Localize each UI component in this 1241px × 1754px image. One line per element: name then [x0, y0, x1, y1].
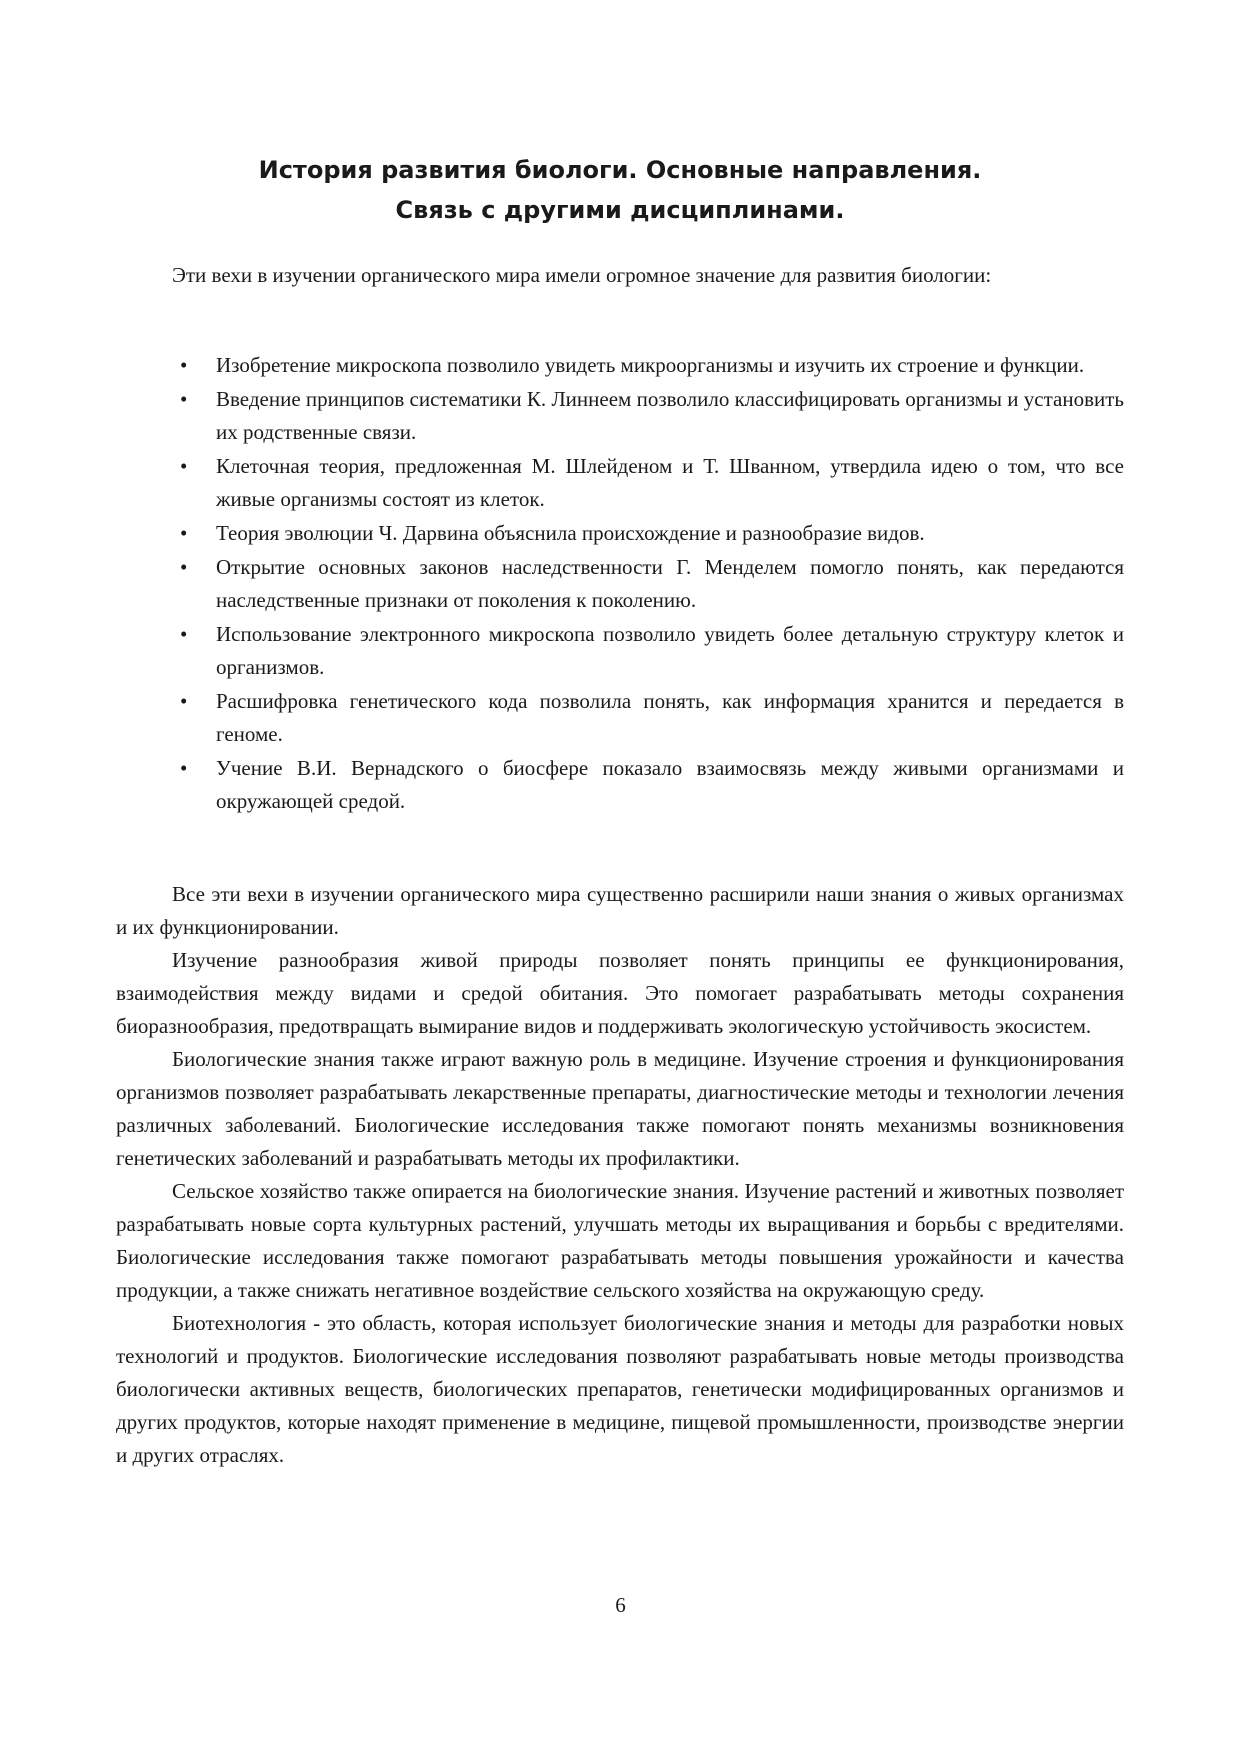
list-item — [116, 383, 1124, 449]
list-item-text: Теория эволюции Ч. Дарвина объяснила происхождение и разнообразие видов. — [216, 521, 925, 545]
bullet-icon: • — [180, 454, 188, 478]
title-line-1: История развития биологи. Основные направления. — [258, 156, 982, 184]
list-item-text: Клеточная теория, предложенная М. Шлейденом и Т. Шванном, утвердила идею о том, что все живые организмы состоят из клеток. — [216, 454, 1124, 511]
paragraph-biodiversity: Изучение разнообразия живой природы позволяет понять принципы ее функционирования, взаимодействия между видами и средой обитания. Это помогает разрабатывать методы сохранения биоразнообразия, предотвращать вымирание видов и поддерживать экологическую устойчивость экосистем. — [116, 948, 1124, 1038]
bullet-icon: • — [180, 353, 188, 377]
list-item-text: Использование электронного микроскопа позволило увидеть более детальную структуру клеток и организмов. — [216, 622, 1124, 679]
title-line-2: Связь с другими дисциплинами. — [395, 196, 845, 224]
list-item-text: Введение принципов систематики К. Линнеем позволило классифицировать организмы и установить их родственные связи. — [216, 387, 1124, 444]
milestones-list — [116, 349, 1124, 819]
bullet-icon: • — [180, 521, 188, 545]
bullet-icon: • — [180, 387, 188, 411]
list-item — [116, 685, 1124, 751]
bullet-icon: • — [180, 555, 188, 579]
list-item — [116, 618, 1124, 684]
paragraph-biotechnology: Биотехнология - это область, которая использует биологические знания и методы для разработки новых технологий и продуктов. Биологические исследования позволяют разрабатывать новые методы производства биологически активных веществ, биологических препаратов, генетически модифицированных организмов и других продуктов, которые находят применение в медицине, пищевой промышленности, производстве энергии и других отраслях. — [116, 1311, 1124, 1467]
paragraph-summary: Все эти вехи в изучении органического мира существенно расширили наши знания о живых организмах и их функционировании. — [116, 882, 1124, 939]
bullet-icon: • — [180, 689, 188, 713]
list-item-text: Открытие основных законов наследственности Г. Менделем помогло понять, как передаются наследственные признаки от поколения к поколению. — [216, 555, 1124, 612]
intro-block — [116, 259, 1124, 292]
intro-paragraph: Эти вехи в изучении органического мира имели огромное значение для развития биологии: — [172, 263, 992, 287]
list-item-text: Изобретение микроскопа позволило увидеть микроорганизмы и изучить их строение и функции. — [216, 353, 1085, 377]
list-item — [116, 752, 1124, 818]
page-title — [116, 150, 1124, 230]
paragraph-medicine: Биологические знания также играют важную роль в медицине. Изучение строения и функционирования организмов позволяет разрабатывать лекарственные препараты, диагностические методы и технологии лечения различных заболеваний. Биологические исследования также помогают понять механизмы возникновения генетических заболеваний и разрабатывать методы их профилактики. — [116, 1047, 1124, 1170]
bullet-icon: • — [180, 622, 188, 646]
bullet-icon: • — [180, 756, 188, 780]
paragraph-agriculture: Сельское хозяйство также опирается на биологические знания. Изучение растений и животных позволяет разрабатывать новые сорта культурных растений, улучшать методы их выращивания и борьбы с вредителями. Биологические исследования также помогают разрабатывать методы повышения урожайности и качества продукции, а также снижать негативное воздействие сельского хозяйства на окружающую среду. — [116, 1179, 1124, 1302]
page-number: 6 — [615, 1593, 626, 1617]
list-item-text: Расшифровка генетического кода позволила понять, как информация хранится и передается в геноме. — [216, 689, 1124, 746]
list-item — [116, 517, 1124, 550]
list-item-text: Учение В.И. Вернадского о биосфере показало взаимосвязь между живыми организмами и окружающей средой. — [216, 756, 1124, 813]
list-item — [116, 349, 1124, 382]
list-item — [116, 450, 1124, 516]
body-paragraphs — [116, 878, 1124, 1472]
list-item — [116, 551, 1124, 617]
